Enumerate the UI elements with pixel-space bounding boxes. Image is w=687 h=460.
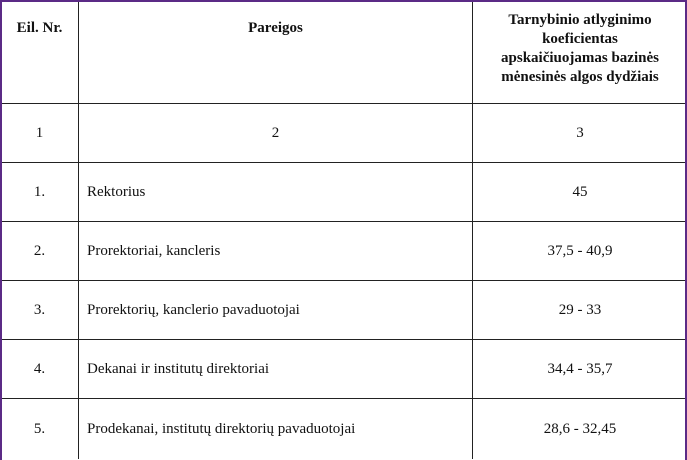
table-header-row	[1, 1, 687, 104]
header-number	[1, 1, 79, 104]
column-number-3: 3	[473, 104, 687, 163]
row-number: 5.	[1, 399, 79, 460]
table-row	[1, 340, 687, 399]
table-row	[1, 399, 687, 460]
row-coefficient: 28,6 - 32,45	[473, 399, 687, 460]
row-position: Rektorius	[79, 163, 473, 222]
row-number: 2.	[1, 222, 79, 281]
table-row	[1, 281, 687, 340]
table-row	[1, 222, 687, 281]
row-number: 4.	[1, 340, 79, 399]
row-position: Prodekanai, institutų direktorių pavaduotojai	[79, 399, 473, 460]
row-coefficient: 29 - 33	[473, 281, 687, 340]
header-number-label: Eil. Nr.	[16, 20, 63, 36]
row-coefficient: 45	[473, 163, 687, 222]
column-number-1: 1	[1, 104, 79, 163]
header-position	[79, 1, 473, 104]
header-position-label: Pareigos	[248, 20, 303, 36]
row-position: Dekanai ir institutų direktoriai	[79, 340, 473, 399]
row-number: 3.	[1, 281, 79, 340]
row-position: Prorektoriai, kancleris	[79, 222, 473, 281]
row-number: 1.	[1, 163, 79, 222]
table-row	[1, 163, 687, 222]
column-number-2: 2	[79, 104, 473, 163]
column-number-row	[1, 104, 687, 163]
row-coefficient: 37,5 - 40,9	[473, 222, 687, 281]
row-position: Prorektorių, kanclerio pavaduotojai	[79, 281, 473, 340]
row-coefficient: 34,4 - 35,7	[473, 340, 687, 399]
header-coefficient	[473, 1, 687, 104]
header-coefficient-label: Tarnybinio atlyginimo koeficientas apskaičiuojamas bazinės mėnesinės algos dydžiais	[501, 12, 659, 85]
